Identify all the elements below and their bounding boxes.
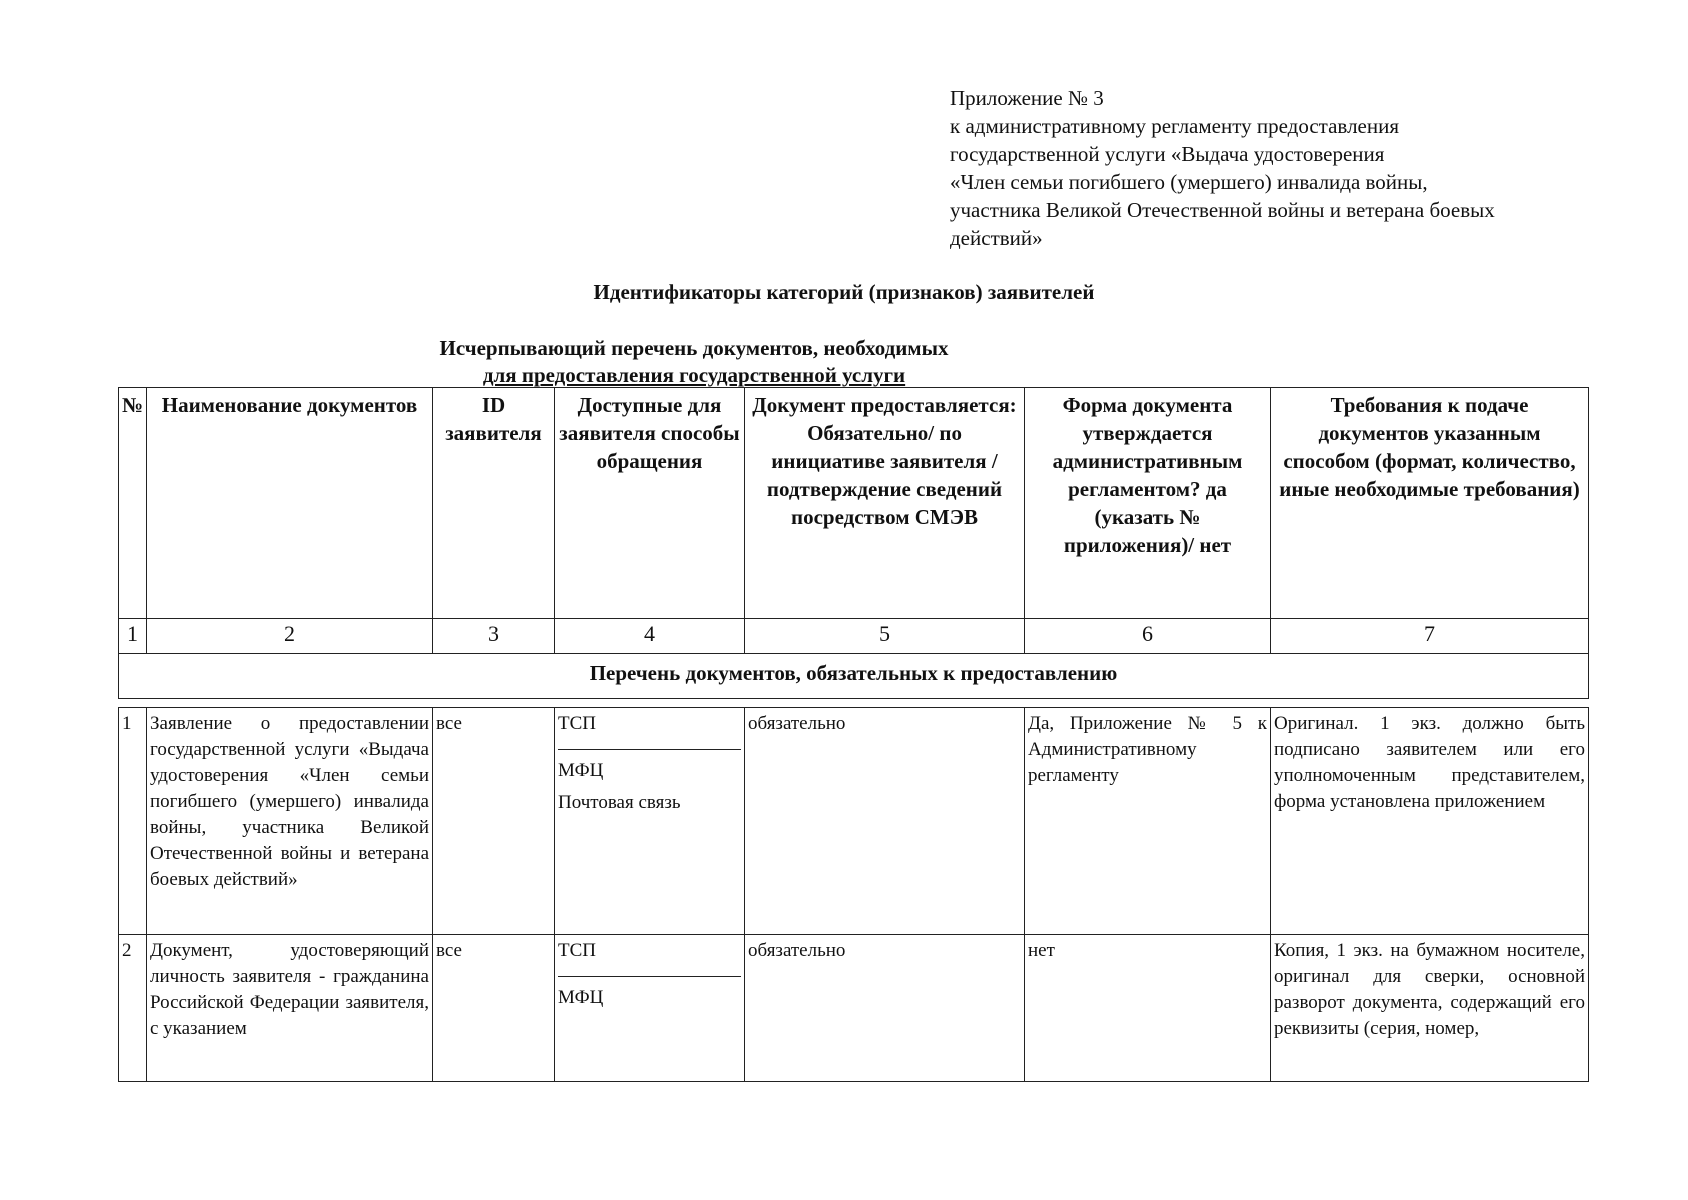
methods-cell — [555, 935, 745, 1082]
column-number: 3 — [433, 619, 555, 654]
appendix-line: действий» — [950, 226, 1043, 250]
method-item: ТСП — [558, 711, 741, 750]
header-document-name: Наименование документов — [147, 388, 433, 619]
column-number: 6 — [1025, 619, 1271, 654]
header-form: Форма документа утверждается административным регламентом? да (указать № приложения)/ нет — [1025, 388, 1271, 619]
row-number: 2 — [119, 935, 147, 1082]
document-name: Документ, удостоверяющий личность заявителя - гражданина Российской Федерации заявителя, с указанием — [147, 935, 433, 1082]
document-name: Заявление о предоставлении государственной услуги «Выдача удостоверения «Член семьи погибшего (умершего) инвалида войны, участника Великой Отечественной войны и ветерана боевых действий» — [147, 708, 433, 935]
header-provision: Документ предоставляется: Обязательно/ по инициативе заявителя /подтверждение сведений посредством СМЭВ — [745, 388, 1025, 619]
row-number: 1 — [119, 708, 147, 935]
method-item: МФЦ — [558, 987, 604, 1008]
method-item: ТСП — [558, 938, 741, 977]
column-number: 2 — [147, 619, 433, 654]
provision: обязательно — [745, 935, 1025, 1082]
appendix-line: Приложение № 3 — [950, 86, 1104, 110]
appendix-line: к административному регламенту предоставления — [950, 114, 1400, 138]
column-number: 1 — [119, 619, 147, 654]
list-title-line2: для предоставления государственной услуги — [482, 363, 906, 387]
form-approval: нет — [1025, 935, 1271, 1082]
header-number: № — [119, 388, 147, 619]
header-applicant-id: ID заявителя — [433, 388, 555, 619]
section-title: Перечень документов, обязательных к предоставлению — [119, 654, 1589, 699]
column-number: 7 — [1271, 619, 1589, 654]
table-row — [119, 708, 1589, 935]
requirements: Копия, 1 экз. на бумажном носителе, оригинал для сверки, основной разворот документа, содержащий его реквизиты (серия, номер, — [1271, 935, 1589, 1082]
header-methods: Доступные для заявителя способы обращения — [555, 388, 745, 619]
appendix-line: государственной услуги «Выдача удостоверения — [950, 142, 1385, 166]
column-number: 4 — [555, 619, 745, 654]
method-item: МФЦ — [558, 760, 604, 781]
provision: обязательно — [745, 708, 1025, 935]
applicant-id: все — [433, 708, 555, 935]
table-header-row — [119, 388, 1589, 619]
column-number: 5 — [745, 619, 1025, 654]
list-title-line1: Исчерпывающий перечень документов, необходимых — [439, 336, 949, 360]
method-item: Почтовая связь — [558, 792, 681, 813]
appendix-line: «Член семьи погибшего (умершего) инвалида войны, — [950, 170, 1428, 194]
spacer-row — [119, 699, 1589, 708]
applicant-id: все — [433, 935, 555, 1082]
column-number-row — [119, 619, 1589, 654]
section-row — [119, 654, 1589, 699]
document-heading: Идентификаторы категорий (признаков) заявителей — [593, 280, 1095, 304]
appendix-caption — [950, 84, 1650, 252]
form-approval: Да, Приложение № 5 к Административному регламенту — [1025, 708, 1271, 935]
table-row — [119, 935, 1589, 1082]
header-requirements: Требования к подаче документов указанным способом (формат, количество, иные необходимые требования) — [1271, 388, 1589, 619]
methods-cell — [555, 708, 745, 935]
documents-table — [118, 387, 1589, 1082]
requirements: Оригинал. 1 экз. должно быть подписано заявителем или его уполномоченным представителем, форма установлена приложением — [1271, 708, 1589, 935]
appendix-line: участника Великой Отечественной войны и ветерана боевых — [950, 198, 1495, 222]
